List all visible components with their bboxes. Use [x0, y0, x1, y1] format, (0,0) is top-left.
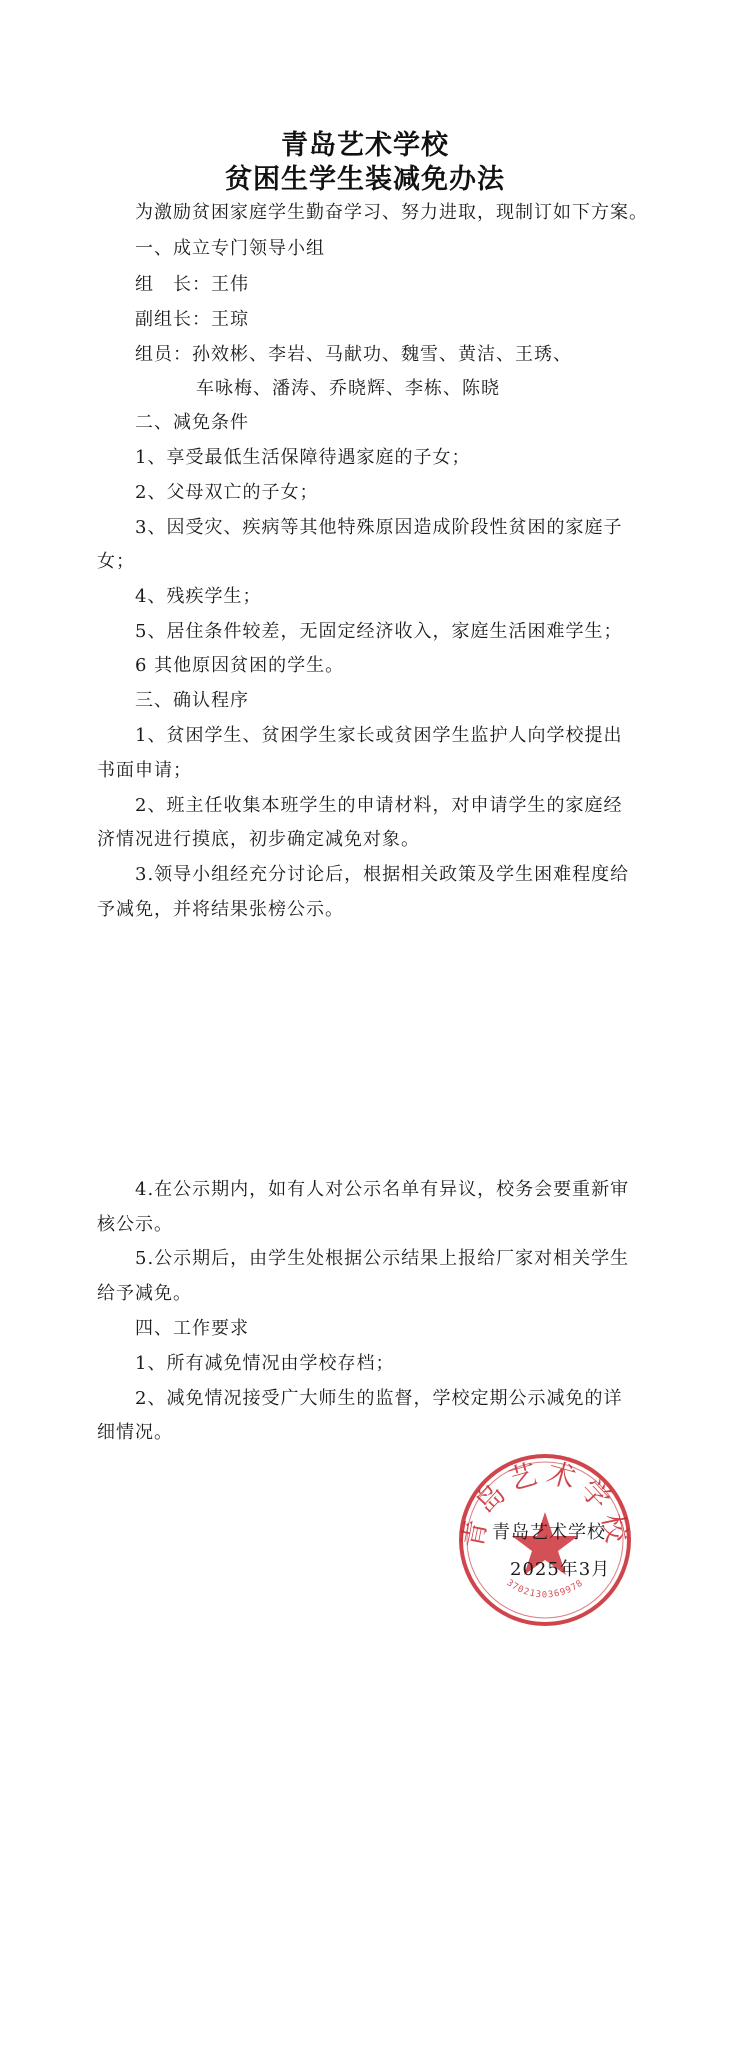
seal-number: 3702130369978: [504, 1578, 586, 1601]
procedure-1-line-2: 书面申请；: [97, 760, 192, 781]
condition-3-line-1: 3、因受灾、疾病等其他特殊原因造成阶段性贫困的家庭子: [135, 517, 623, 538]
condition-5: 5、居住条件较差，无固定经济收入，家庭生活困难学生；: [135, 621, 623, 642]
group-leader: 组 长：王伟: [135, 274, 249, 295]
members-line-2: 车咏梅、潘涛、乔晓辉、李栋、陈晓: [196, 378, 500, 399]
procedure-4-line-2: 核公示。: [97, 1214, 173, 1235]
section-1-heading: 一、成立专门领导小组: [135, 238, 325, 259]
procedure-2-line-2: 济情况进行摸底，初步确定减免对象。: [97, 829, 420, 850]
requirement-2-line-1: 2、减免情况接受广大师生的监督，学校定期公示减免的详: [135, 1388, 623, 1409]
procedure-2-line-1: 2、班主任收集本班学生的申请材料，对申请学生的家庭经: [135, 795, 623, 816]
signature-school: 青岛艺术学校: [492, 1522, 606, 1543]
intro-paragraph: 为激励贫困家庭学生勤奋学习、努力进取，现制订如下方案。: [135, 202, 648, 223]
procedure-4-line-1: 4.在公示期内，如有人对公示名单有异议，校务会要重新审: [135, 1179, 630, 1200]
procedure-5-line-1: 5.公示期后，由学生处根据公示结果上报给厂家对相关学生: [135, 1248, 630, 1269]
condition-6: 6 其他原因贫困的学生。: [135, 655, 345, 676]
signature-date: 2025年3月: [510, 1559, 611, 1580]
deputy-leader: 副组长：王琼: [135, 309, 249, 330]
section-3-heading: 三、确认程序: [135, 690, 249, 711]
procedure-1-line-1: 1、贫困学生、贫困学生家长或贫困学生监护人向学校提出: [135, 725, 623, 746]
condition-2: 2、父母双亡的子女；: [135, 482, 319, 503]
procedure-3-line-2: 予减免，并将结果张榜公示。: [97, 899, 344, 920]
condition-1: 1、享受最低生活保障待遇家庭的子女；: [135, 447, 471, 468]
document-title: 贫困生学生装减免办法: [225, 164, 505, 195]
section-4-heading: 四、工作要求: [135, 1318, 249, 1339]
condition-4: 4、残疾学生；: [135, 586, 262, 607]
section-2-heading: 二、减免条件: [135, 412, 249, 433]
seal-arc-text: 青岛艺术学校: [455, 1455, 635, 1551]
procedure-3-line-1: 3.领导小组经充分讨论后，根据相关政策及学生困难程度给: [135, 864, 630, 885]
condition-3-line-2: 女；: [97, 551, 135, 572]
school-title: 青岛艺术学校: [281, 130, 449, 161]
members-line-1: 组员：孙效彬、李岩、马献功、魏雪、黄洁、王琇、: [135, 344, 572, 365]
procedure-5-line-2: 给予减免。: [97, 1283, 192, 1304]
requirement-1: 1、所有减免情况由学校存档；: [135, 1353, 395, 1374]
requirement-2-line-2: 细情况。: [97, 1422, 173, 1443]
